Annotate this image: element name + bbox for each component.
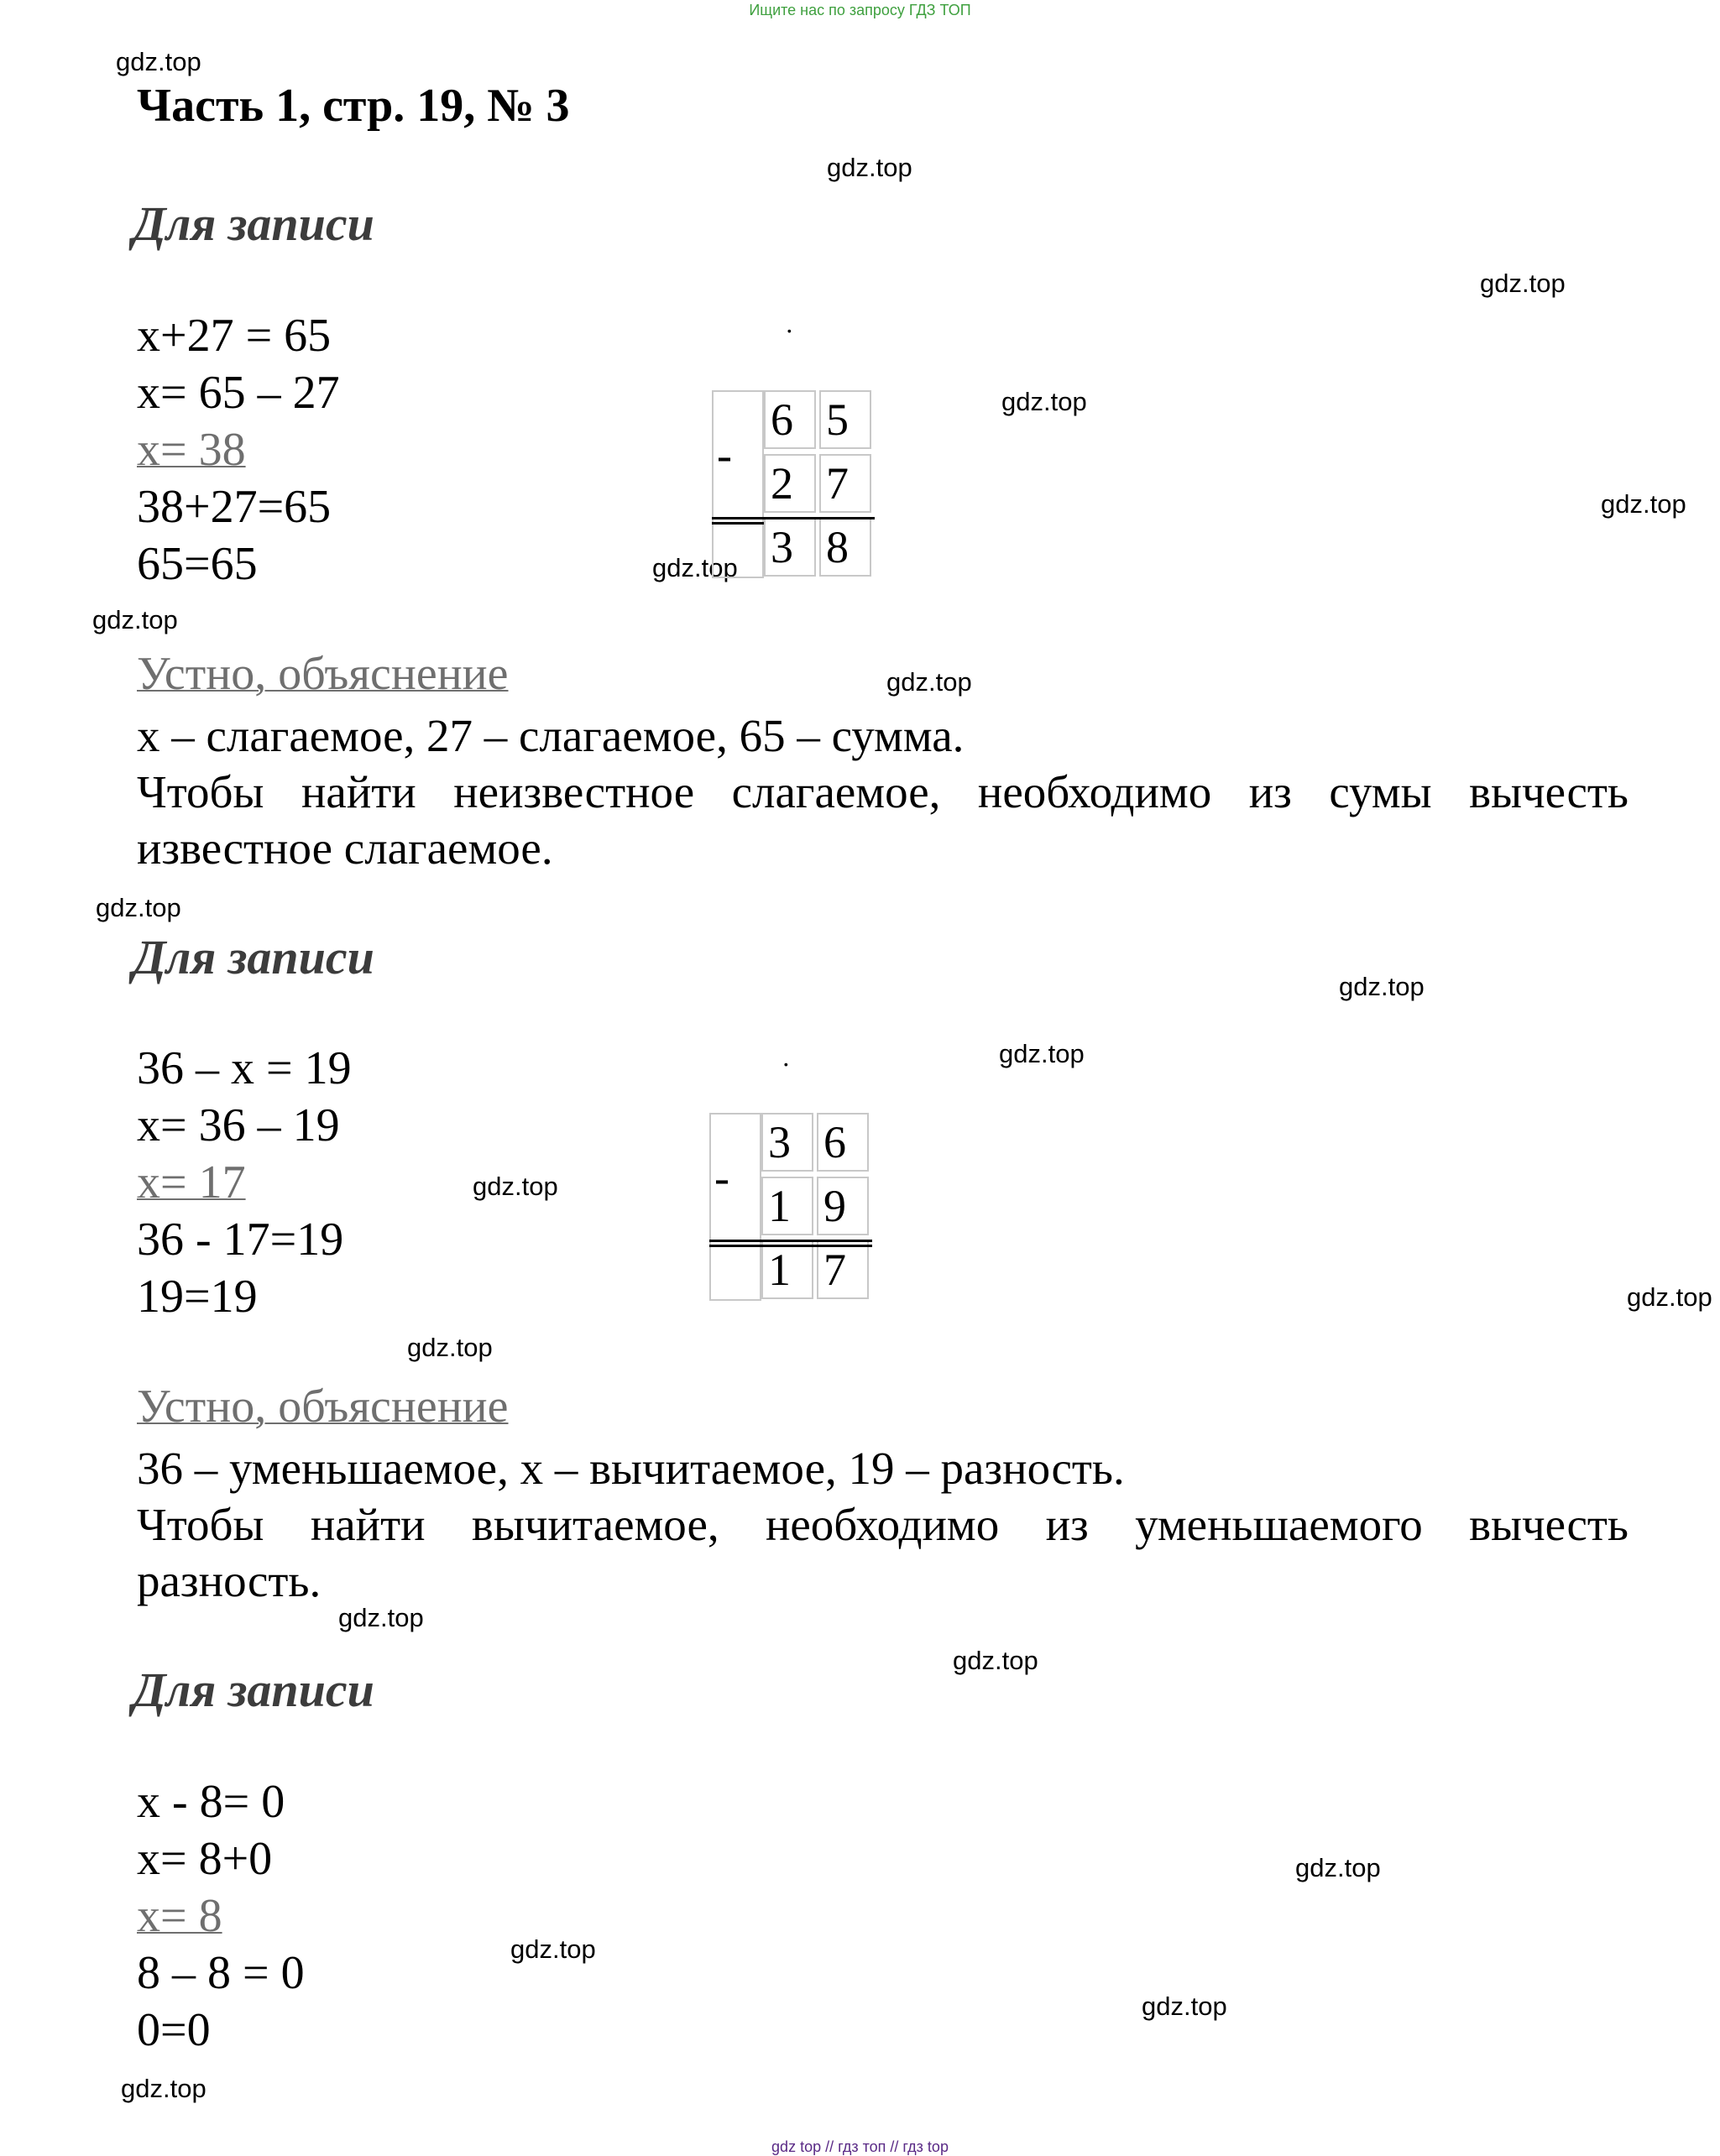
calc-digit: 3 — [768, 1117, 791, 1167]
explanation-line: 36 – уменьшаемое, x – вычитаемое, 19 – разность. — [137, 1443, 1125, 1494]
calc-digit: 8 — [826, 522, 849, 572]
watermark: gdz.top — [1001, 387, 1087, 416]
watermark: gdz.top — [1295, 1853, 1381, 1882]
equation-list — [137, 1040, 352, 1325]
watermark: gdz.top — [999, 1039, 1085, 1068]
equation: x= 8+0 — [137, 1833, 273, 1885]
footer: gdz top // гдз топ // гдз top — [771, 2138, 949, 2155]
equation-answer: x= 38 — [137, 424, 246, 476]
page-title: Часть 1, стр. 19, № 3 — [137, 80, 570, 132]
section-heading: Для записи — [133, 930, 374, 984]
watermark: gdz.top — [886, 667, 972, 697]
equation: 36 - 17=19 — [137, 1214, 344, 1266]
calc-cell — [709, 1113, 761, 1301]
explanation-line: известное слагаемое. — [137, 822, 553, 874]
calc-digit: 3 — [771, 522, 793, 572]
minus-sign: - — [717, 430, 732, 480]
equation: 0=0 — [137, 2004, 211, 2056]
explanation — [137, 1440, 1629, 1609]
equation: x+27 = 65 — [137, 310, 332, 362]
top-banner: Ищите нас по запросу ГДЗ ТОП — [749, 2, 971, 18]
calc-cell — [712, 390, 764, 578]
explanation-line: Чтобы найти неизвестное слагаемое, необходимо из сумы вычесть — [137, 766, 1629, 817]
watermark: gdz.top — [96, 893, 181, 922]
watermark: gdz.top — [1601, 489, 1686, 519]
watermark: gdz.top — [473, 1172, 558, 1201]
oral-explanation-label: Устно, объяснение — [137, 648, 509, 700]
equation: x= 65 – 27 — [137, 367, 340, 419]
watermark: gdz.top — [953, 1646, 1038, 1675]
watermark: gdz.top — [652, 553, 738, 582]
watermark: gdz.top — [510, 1934, 596, 1964]
equation-list — [137, 307, 340, 593]
equation: 8 – 8 = 0 — [137, 1947, 305, 1999]
watermark: gdz.top — [121, 2074, 207, 2103]
watermark: gdz.top — [1339, 972, 1425, 1001]
watermark: gdz.top — [827, 153, 912, 182]
calc-digit: 6 — [771, 394, 793, 445]
watermark: gdz.top — [407, 1333, 493, 1362]
watermark: gdz.top — [92, 605, 178, 634]
minus-sign: - — [714, 1152, 729, 1203]
watermark: gdz.top — [338, 1603, 424, 1632]
equation-answer: x= 8 — [137, 1890, 222, 1942]
calc-digit: 7 — [826, 458, 849, 509]
equation-answer: x= 17 — [137, 1156, 246, 1209]
calc-digit: 9 — [823, 1181, 846, 1231]
equation: 65=65 — [137, 538, 258, 590]
dot: · — [785, 316, 794, 346]
section-heading: Для записи — [133, 1663, 374, 1717]
explanation-line: x – слагаемое, 27 – слагаемое, 65 – сумма. — [137, 710, 965, 761]
explanation-line: разность. — [137, 1555, 322, 1606]
result-line — [712, 522, 764, 525]
watermark: gdz.top — [1480, 269, 1566, 298]
calc-digit: 6 — [823, 1117, 846, 1167]
watermark: gdz.top — [1627, 1282, 1712, 1312]
equation: x - 8= 0 — [137, 1776, 285, 1828]
explanation — [137, 707, 1629, 876]
explanation-line: Чтобы найти вычитаемое, необходимо из уменьшаемого вычесть — [137, 1499, 1629, 1550]
calc-digit: 5 — [826, 394, 849, 445]
equation: 38+27=65 — [137, 481, 332, 533]
dot: · — [782, 1049, 791, 1079]
watermark: gdz.top — [116, 47, 201, 76]
oral-explanation-label: Устно, объяснение — [137, 1381, 509, 1433]
watermark: gdz.top — [1142, 1992, 1227, 2021]
section-heading: Для записи — [133, 196, 374, 251]
calc-digit: 7 — [823, 1245, 846, 1295]
equation: x= 36 – 19 — [137, 1099, 340, 1151]
equation: 19=19 — [137, 1271, 258, 1323]
equation-list — [137, 1773, 305, 2059]
calc-digit: 1 — [768, 1245, 791, 1295]
calc-digit: 2 — [771, 458, 793, 509]
calc-digit: 1 — [768, 1181, 791, 1231]
equation: 36 – x = 19 — [137, 1042, 352, 1094]
